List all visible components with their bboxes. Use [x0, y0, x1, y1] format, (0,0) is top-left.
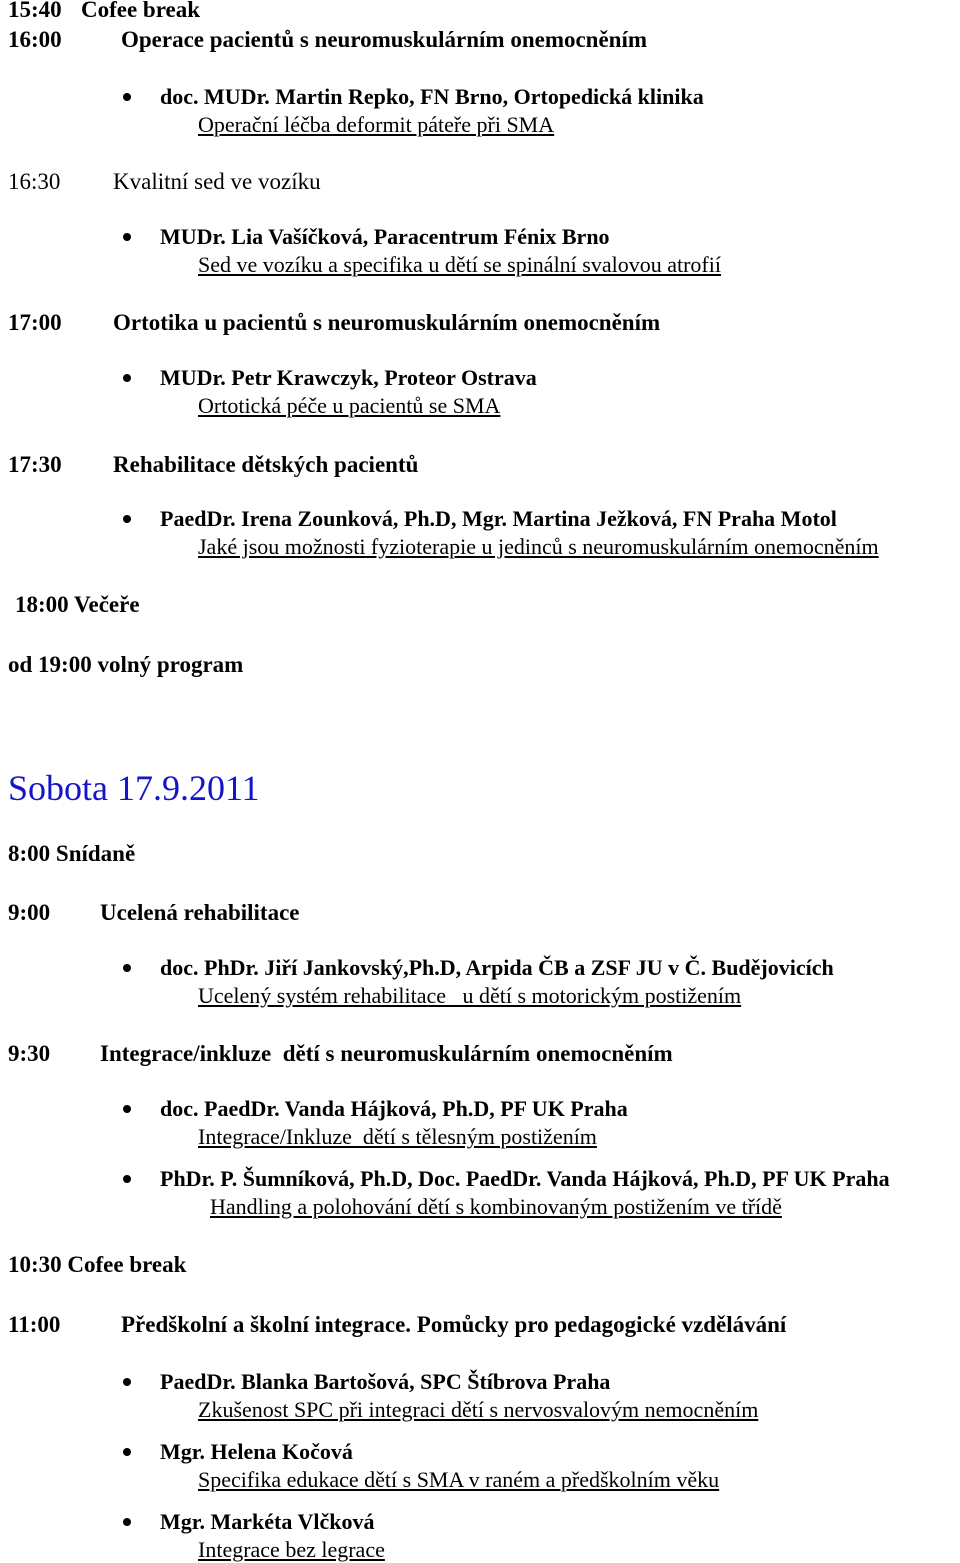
talk-title: Handling a polohování dětí s kombinovaným postižením ve třídě — [210, 1194, 782, 1219]
bullet-icon — [123, 374, 131, 382]
talk-title: Ucelený systém rehabilitace u dětí s motorickým postižením — [198, 983, 742, 1008]
break-item: 10:30 Cofee break — [8, 1252, 187, 1277]
speaker: doc. PhDr. Jiří Jankovský,Ph.D, Arpida ČB a ZSF JU v Č. Budějovicích — [160, 955, 834, 980]
talk-title: Zkušenost SPC při integraci dětí s nervosvalovým nemocněním — [198, 1397, 759, 1422]
session-title: Rehabilitace dětských pacientů — [113, 452, 419, 477]
breakfast-item: 8:00 Snídaně — [8, 841, 136, 866]
bullet-icon — [123, 1175, 131, 1183]
session-title: Cofee break — [81, 0, 201, 22]
speaker: MUDr. Petr Krawczyk, Proteor Ostrava — [160, 365, 537, 390]
session-time: 17:00 — [8, 310, 62, 335]
session-title: Operace pacientů s neuromuskulárním onemocněním — [121, 27, 648, 52]
speaker: MUDr. Lia Vašíčková, Paracentrum Fénix Brno — [160, 224, 610, 249]
talk-title: Specifika edukace dětí s SMA v raném a předškolním věku — [198, 1467, 720, 1492]
talk-title: Integrace/Inkluze dětí s tělesným postižením — [198, 1124, 597, 1149]
session-time: 9:30 — [8, 1041, 51, 1066]
talk-title: Sed ve vozíku a specifika u dětí se spinální svalovou atrofií — [198, 252, 721, 277]
bullet-icon — [123, 515, 131, 523]
session-time: 11:00 — [8, 1312, 61, 1337]
speaker: PhDr. P. Šumníková, Ph.D, Doc. PaedDr. Vanda Hájková, Ph.D, PF UK Praha — [160, 1166, 890, 1191]
session-title: Ucelená rehabilitace — [100, 900, 300, 925]
bullet-icon — [123, 1448, 131, 1456]
bullet-icon — [123, 1518, 131, 1526]
talk-title: Operační léčba deformit páteře při SMA — [198, 112, 555, 137]
bullet-icon — [123, 93, 131, 101]
speaker: PaedDr. Irena Zounková, Ph.D, Mgr. Martina Ježková, FN Praha Motol — [160, 506, 837, 531]
day-heading: Sobota 17.9.2011 — [8, 768, 260, 808]
session-time: 16:30 — [8, 169, 61, 194]
dinner-item: 18:00 Večeře — [15, 592, 140, 617]
session-time: 9:00 — [8, 900, 51, 925]
speaker: doc. MUDr. Martin Repko, FN Brno, Ortopedická klinika — [160, 84, 704, 109]
speaker: Mgr. Helena Kočová — [160, 1439, 353, 1464]
session-title: Integrace/inkluze dětí s neuromuskulárním onemocněním — [100, 1041, 673, 1066]
session-title: Ortotika u pacientů s neuromuskulárním onemocněním — [113, 310, 661, 335]
talk-title: Integrace bez legrace — [198, 1537, 385, 1562]
session-time: 16:00 — [8, 27, 62, 52]
speaker: doc. PaedDr. Vanda Hájková, Ph.D, PF UK Praha — [160, 1096, 628, 1121]
bullet-icon — [123, 1105, 131, 1113]
talk-title: Jaké jsou možnosti fyzioterapie u jedinců s neuromuskulárním onemocněním — [198, 534, 879, 559]
bullet-icon — [123, 964, 131, 972]
evening-item: od 19:00 volný program — [8, 652, 244, 677]
speaker: Mgr. Markéta Vlčková — [160, 1509, 375, 1534]
speaker: PaedDr. Blanka Bartošová, SPC Štíbrova Praha — [160, 1369, 611, 1394]
session-title: Předškolní a školní integrace. Pomůcky pro pedagogické vzdělávání — [121, 1312, 787, 1337]
talk-title: Ortotická péče u pacientů se SMA — [198, 393, 501, 418]
session-time: 17:30 — [8, 452, 62, 477]
bullet-icon — [123, 1378, 131, 1386]
bullet-icon — [123, 233, 131, 241]
session-time: 15:40 — [8, 0, 62, 22]
session-title: Kvalitní sed ve vozíku — [113, 169, 321, 194]
